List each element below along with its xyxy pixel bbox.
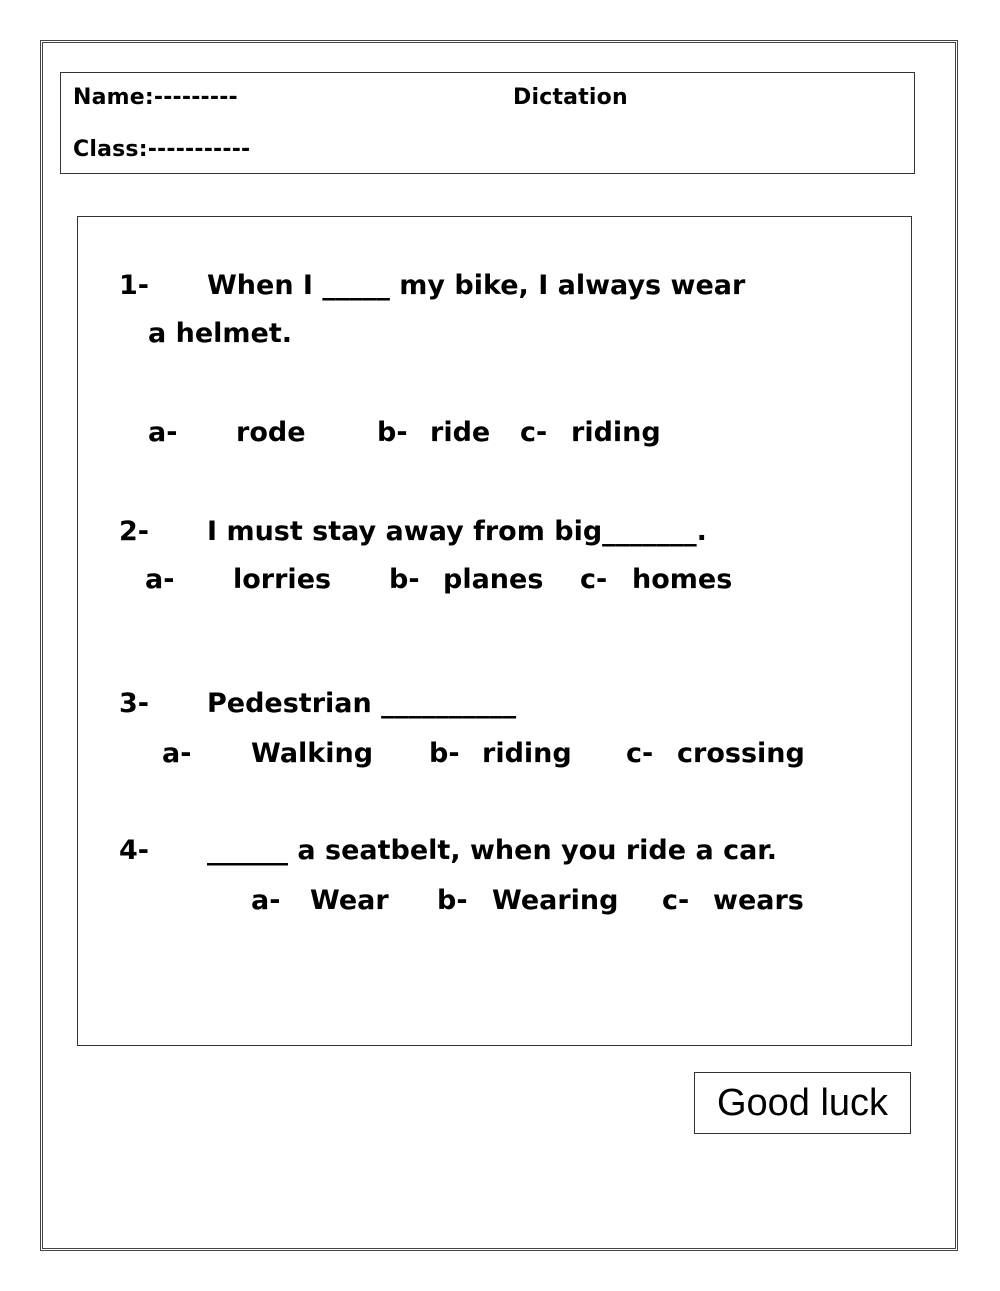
good-luck-text: Good luck	[716, 1081, 889, 1124]
question-1-option-a-label: a-	[148, 417, 178, 448]
question-3-option-c: crossing	[677, 738, 805, 769]
question-3-option-b: riding	[482, 738, 572, 769]
question-2-text: I must stay away from big_______.	[207, 516, 707, 547]
question-3-option-c-label: c-	[626, 738, 654, 769]
question-4-option-b-label: b-	[437, 885, 468, 916]
question-3-option-a-label: a-	[162, 738, 192, 769]
question-4-option-a: Wear	[310, 885, 389, 916]
question-2-option-b: planes	[443, 564, 544, 595]
question-2-option-c: homes	[632, 564, 733, 595]
question-4-text: ______ a seatbelt, when you ride a car.	[207, 835, 778, 866]
question-4-option-b: Wearing	[492, 885, 619, 916]
question-1-option-c: riding	[571, 417, 661, 448]
question-4-option-a-label: a-	[251, 885, 281, 916]
good-luck-box	[694, 1072, 911, 1134]
question-4-number: 4-	[119, 835, 149, 866]
question-4-option-c: wears	[713, 885, 804, 916]
question-3-text: Pedestrian __________	[207, 688, 517, 719]
question-3-option-b-label: b-	[429, 738, 460, 769]
question-1-option-b: ride	[430, 417, 491, 448]
question-2-number: 2-	[119, 516, 149, 547]
question-2-option-a-label: a-	[145, 564, 175, 595]
name-label: Name:---------	[73, 85, 238, 110]
question-3-option-a: Walking	[251, 738, 374, 769]
question-1-number: 1-	[119, 270, 149, 301]
question-1-option-c-label: c-	[520, 417, 548, 448]
question-3-number: 3-	[119, 688, 149, 719]
page-title: Dictation	[513, 85, 628, 110]
question-4-option-c-label: c-	[662, 885, 690, 916]
question-2-option-a: lorries	[233, 564, 332, 595]
question-1-text-continued: a helmet.	[148, 318, 293, 349]
header-box	[60, 72, 915, 174]
class-label: Class:-----------	[73, 137, 251, 162]
question-2-option-b-label: b-	[389, 564, 420, 595]
question-1-option-b-label: b-	[377, 417, 408, 448]
question-1-option-a: rode	[236, 417, 306, 448]
question-2-option-c-label: c-	[580, 564, 608, 595]
question-1-text: When I _____ my bike, I always wear	[207, 270, 746, 301]
